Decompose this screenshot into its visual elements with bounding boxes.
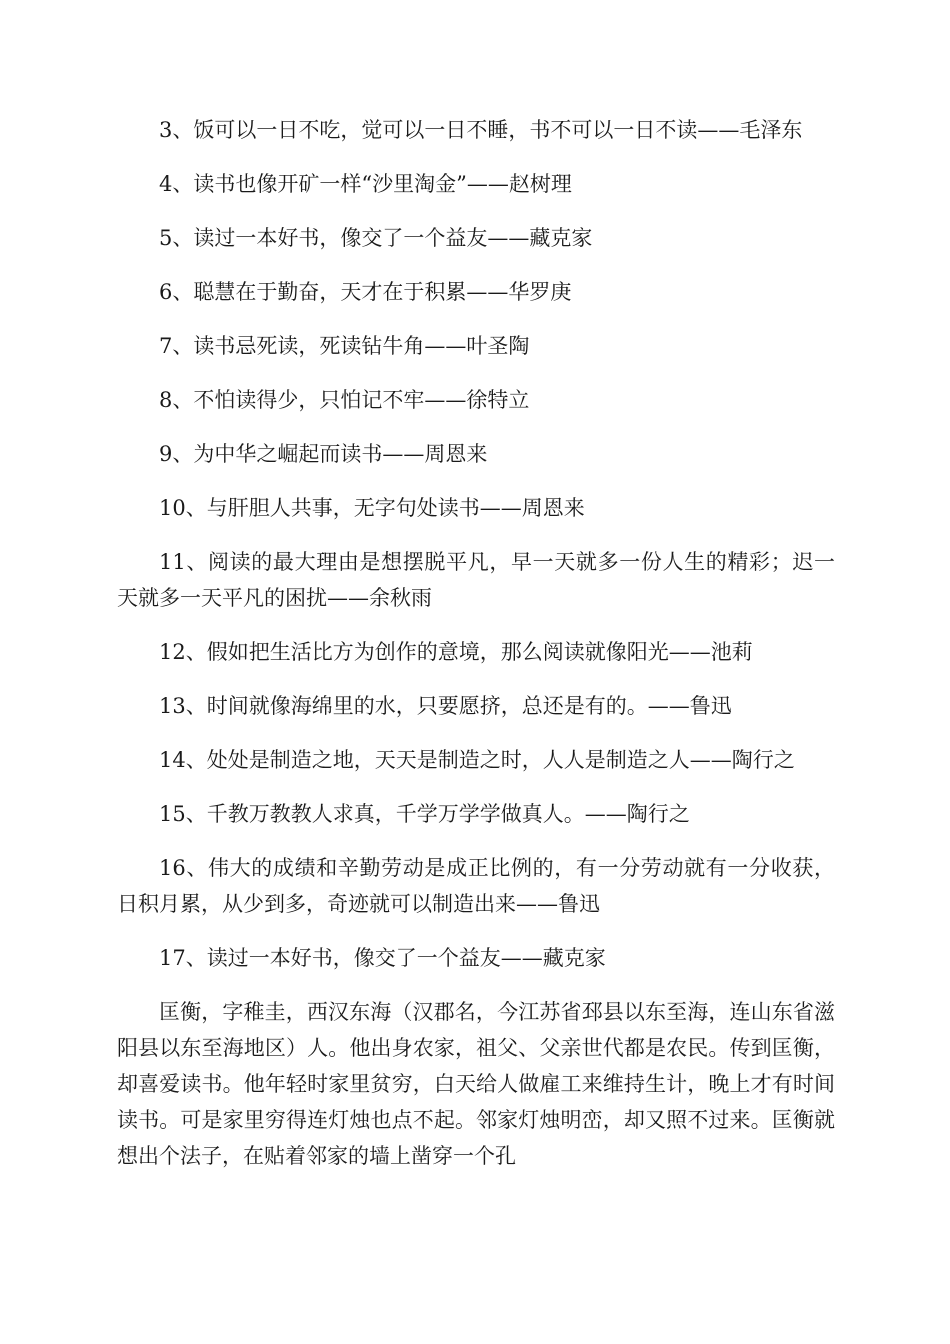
quote-item: 9、为中华之崛起而读书——周恩来: [159, 442, 488, 466]
quote-item: 10、与肝胆人共事，无字句处读书——周恩来: [159, 496, 585, 520]
quote-item: 17、读过一本好书，像交了一个益友——藏克家: [159, 946, 606, 970]
quote-item: 3、饭可以一日不吃，觉可以一日不睡，书不可以一日不读——毛泽东: [159, 118, 803, 142]
quote-item: 16、伟大的成绩和辛勤劳动是成正比例的，有一分劳动就有一分收获，日积月累，从少到多，奇迹就可以制造出来——鲁迅: [117, 856, 835, 916]
quote-item: 4、读书也像开矿一样“沙里淘金”——赵树理: [159, 172, 572, 196]
quote-item: 5、读过一本好书，像交了一个益友——藏克家: [159, 226, 593, 250]
quote-item: 15、千教万教教人求真，千学万学学做真人。——陶行之: [159, 802, 690, 826]
quote-item: 12、假如把生活比方为创作的意境，那么阅读就像阳光——池莉: [159, 640, 753, 664]
quote-item: 14、处处是制造之地，天天是制造之时，人人是制造之人——陶行之: [159, 748, 795, 772]
story-paragraph: 匡衡，字稚圭，西汉东海（汉郡名，今江苏省邳县以东至海，连山东省滋阳县以东至海地区）人。他出身农家，祖父、父亲世代都是农民。传到匡衡，却喜爱读书。他年轻时家里贫穷，白天给人做雇工来维持生计，晚上才有时间读书。可是家里穷得连灯烛也点不起。邻家灯烛明峦，却又照不过来。匡衡就想出个法子，在贴着邻家的墙上凿穿一个孔: [117, 1000, 835, 1168]
quote-item: 8、不怕读得少，只怕记不牢——徐特立: [159, 388, 530, 412]
quote-item: 13、时间就像海绵里的水，只要愿挤，总还是有的。——鲁迅: [159, 694, 732, 718]
quote-item: 6、聪慧在于勤奋，天才在于积累——华罗庚: [159, 280, 572, 304]
quote-item: 7、读书忌死读，死读钻牛角——叶圣陶: [159, 334, 530, 358]
quote-item: 11、阅读的最大理由是想摆脱平凡，早一天就多一份人生的精彩；迟一天就多一天平凡的困扰——余秋雨: [117, 550, 835, 610]
document-body: [117, 112, 835, 1174]
